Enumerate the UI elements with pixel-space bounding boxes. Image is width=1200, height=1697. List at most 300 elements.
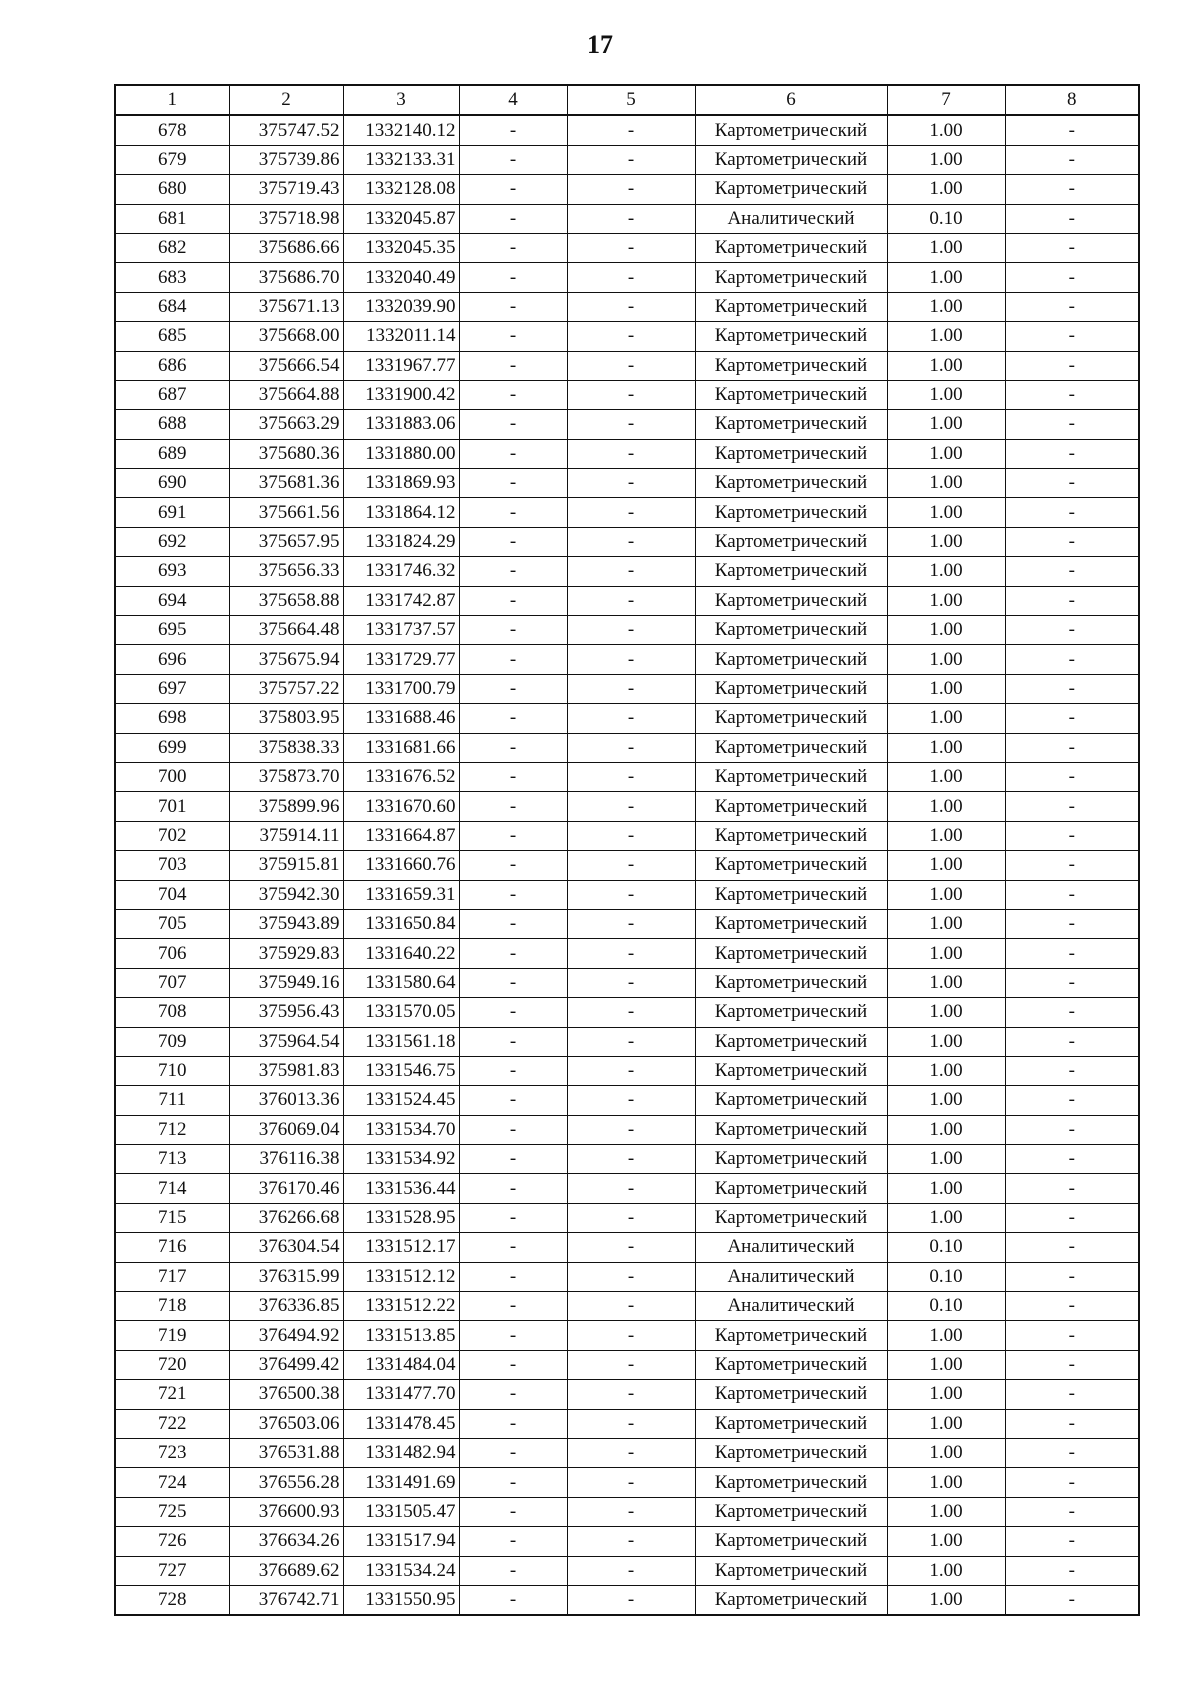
col-8-cell: - — [1005, 1409, 1139, 1438]
point-number-cell: 692 — [115, 527, 229, 556]
col-5-cell: - — [567, 880, 695, 909]
point-number-cell: 696 — [115, 645, 229, 674]
x-coordinate-cell: 375681.36 — [229, 469, 343, 498]
accuracy-cell: 1.00 — [887, 233, 1005, 262]
y-coordinate-cell: 1331512.17 — [343, 1233, 459, 1262]
col-8-cell: - — [1005, 204, 1139, 233]
accuracy-cell: 1.00 — [887, 527, 1005, 556]
table-row — [115, 1203, 1139, 1232]
method-cell: Картометрический — [695, 292, 887, 321]
col-5-cell: - — [567, 145, 695, 174]
col-5-cell: - — [567, 1438, 695, 1467]
accuracy-cell: 1.00 — [887, 322, 1005, 351]
point-number-cell: 716 — [115, 1233, 229, 1262]
point-number-cell: 681 — [115, 204, 229, 233]
col-5-cell: - — [567, 851, 695, 880]
y-coordinate-cell: 1331864.12 — [343, 498, 459, 527]
col-8-cell: - — [1005, 1115, 1139, 1144]
column-header-4: 4 — [459, 85, 567, 115]
x-coordinate-cell: 375803.95 — [229, 704, 343, 733]
method-cell: Картометрический — [695, 1527, 887, 1556]
col-8-cell: - — [1005, 233, 1139, 262]
point-number-cell: 713 — [115, 1145, 229, 1174]
col-4-cell: - — [459, 762, 567, 791]
accuracy-cell: 1.00 — [887, 175, 1005, 204]
x-coordinate-cell: 375757.22 — [229, 674, 343, 703]
column-header-1: 1 — [115, 85, 229, 115]
col-4-cell: - — [459, 322, 567, 351]
accuracy-cell: 1.00 — [887, 557, 1005, 586]
col-5-cell: - — [567, 1174, 695, 1203]
col-4-cell: - — [459, 204, 567, 233]
method-cell: Аналитический — [695, 1262, 887, 1291]
col-8-cell: - — [1005, 292, 1139, 321]
point-number-cell: 706 — [115, 939, 229, 968]
y-coordinate-cell: 1331482.94 — [343, 1438, 459, 1467]
table-header — [115, 85, 1139, 115]
method-cell: Картометрический — [695, 145, 887, 174]
y-coordinate-cell: 1331546.75 — [343, 1056, 459, 1085]
accuracy-cell: 1.00 — [887, 1585, 1005, 1615]
table-row — [115, 527, 1139, 556]
method-cell: Картометрический — [695, 527, 887, 556]
accuracy-cell: 1.00 — [887, 616, 1005, 645]
x-coordinate-cell: 375739.86 — [229, 145, 343, 174]
point-number-cell: 714 — [115, 1174, 229, 1203]
method-cell: Картометрический — [695, 762, 887, 791]
col-8-cell: - — [1005, 674, 1139, 703]
col-5-cell: - — [567, 175, 695, 204]
col-8-cell: - — [1005, 410, 1139, 439]
table-row — [115, 469, 1139, 498]
y-coordinate-cell: 1332140.12 — [343, 115, 459, 145]
point-number-cell: 693 — [115, 557, 229, 586]
method-cell: Картометрический — [695, 1321, 887, 1350]
table-row — [115, 1115, 1139, 1144]
col-8-cell: - — [1005, 498, 1139, 527]
x-coordinate-cell: 375657.95 — [229, 527, 343, 556]
accuracy-cell: 1.00 — [887, 1409, 1005, 1438]
accuracy-cell: 1.00 — [887, 851, 1005, 880]
col-4-cell: - — [459, 292, 567, 321]
col-4-cell: - — [459, 351, 567, 380]
method-cell: Картометрический — [695, 586, 887, 615]
method-cell: Картометрический — [695, 380, 887, 409]
method-cell: Картометрический — [695, 851, 887, 880]
table-row — [115, 880, 1139, 909]
method-cell: Картометрический — [695, 792, 887, 821]
col-5-cell: - — [567, 998, 695, 1027]
method-cell: Картометрический — [695, 1203, 887, 1232]
y-coordinate-cell: 1331536.44 — [343, 1174, 459, 1203]
point-number-cell: 699 — [115, 733, 229, 762]
point-number-cell: 678 — [115, 115, 229, 145]
method-cell: Картометрический — [695, 1056, 887, 1085]
accuracy-cell: 0.10 — [887, 204, 1005, 233]
col-4-cell: - — [459, 1497, 567, 1526]
col-8-cell: - — [1005, 704, 1139, 733]
y-coordinate-cell: 1331570.05 — [343, 998, 459, 1027]
y-coordinate-cell: 1331484.04 — [343, 1350, 459, 1379]
accuracy-cell: 1.00 — [887, 1203, 1005, 1232]
y-coordinate-cell: 1331512.22 — [343, 1292, 459, 1321]
col-5-cell: - — [567, 292, 695, 321]
x-coordinate-cell: 376499.42 — [229, 1350, 343, 1379]
y-coordinate-cell: 1332045.35 — [343, 233, 459, 262]
col-5-cell: - — [567, 1086, 695, 1115]
col-5-cell: - — [567, 1350, 695, 1379]
point-number-cell: 680 — [115, 175, 229, 204]
col-4-cell: - — [459, 586, 567, 615]
coordinates-table — [114, 84, 1140, 1616]
col-4-cell: - — [459, 616, 567, 645]
x-coordinate-cell: 375663.29 — [229, 410, 343, 439]
point-number-cell: 684 — [115, 292, 229, 321]
x-coordinate-cell: 375914.11 — [229, 821, 343, 850]
col-4-cell: - — [459, 1556, 567, 1585]
col-8-cell: - — [1005, 1321, 1139, 1350]
accuracy-cell: 1.00 — [887, 674, 1005, 703]
table-row — [115, 1585, 1139, 1615]
y-coordinate-cell: 1331681.66 — [343, 733, 459, 762]
accuracy-cell: 1.00 — [887, 498, 1005, 527]
table-row — [115, 1468, 1139, 1497]
y-coordinate-cell: 1331883.06 — [343, 410, 459, 439]
x-coordinate-cell: 375899.96 — [229, 792, 343, 821]
x-coordinate-cell: 375666.54 — [229, 351, 343, 380]
column-header-3: 3 — [343, 85, 459, 115]
x-coordinate-cell: 375873.70 — [229, 762, 343, 791]
table-row — [115, 204, 1139, 233]
method-cell: Картометрический — [695, 351, 887, 380]
y-coordinate-cell: 1331512.12 — [343, 1262, 459, 1291]
point-number-cell: 728 — [115, 1585, 229, 1615]
col-4-cell: - — [459, 1262, 567, 1291]
y-coordinate-cell: 1331478.45 — [343, 1409, 459, 1438]
point-number-cell: 726 — [115, 1527, 229, 1556]
col-5-cell: - — [567, 762, 695, 791]
table-row — [115, 909, 1139, 938]
table-row — [115, 557, 1139, 586]
point-number-cell: 715 — [115, 1203, 229, 1232]
table-row — [115, 322, 1139, 351]
y-coordinate-cell: 1331640.22 — [343, 939, 459, 968]
col-4-cell: - — [459, 527, 567, 556]
method-cell: Картометрический — [695, 410, 887, 439]
y-coordinate-cell: 1331528.95 — [343, 1203, 459, 1232]
method-cell: Картометрический — [695, 439, 887, 468]
point-number-cell: 691 — [115, 498, 229, 527]
table-row — [115, 821, 1139, 850]
y-coordinate-cell: 1331688.46 — [343, 704, 459, 733]
point-number-cell: 720 — [115, 1350, 229, 1379]
x-coordinate-cell: 375929.83 — [229, 939, 343, 968]
table-row — [115, 645, 1139, 674]
y-coordinate-cell: 1331670.60 — [343, 792, 459, 821]
col-4-cell: - — [459, 1174, 567, 1203]
col-8-cell: - — [1005, 968, 1139, 997]
col-5-cell: - — [567, 1585, 695, 1615]
col-8-cell: - — [1005, 1027, 1139, 1056]
column-header-5: 5 — [567, 85, 695, 115]
x-coordinate-cell: 376600.93 — [229, 1497, 343, 1526]
point-number-cell: 683 — [115, 263, 229, 292]
col-4-cell: - — [459, 968, 567, 997]
col-4-cell: - — [459, 1321, 567, 1350]
x-coordinate-cell: 376689.62 — [229, 1556, 343, 1585]
accuracy-cell: 1.00 — [887, 1468, 1005, 1497]
col-8-cell: - — [1005, 1556, 1139, 1585]
y-coordinate-cell: 1331660.76 — [343, 851, 459, 880]
x-coordinate-cell: 376503.06 — [229, 1409, 343, 1438]
point-number-cell: 694 — [115, 586, 229, 615]
x-coordinate-cell: 376170.46 — [229, 1174, 343, 1203]
x-coordinate-cell: 376336.85 — [229, 1292, 343, 1321]
accuracy-cell: 1.00 — [887, 145, 1005, 174]
point-number-cell: 689 — [115, 439, 229, 468]
method-cell: Картометрический — [695, 1585, 887, 1615]
point-number-cell: 723 — [115, 1438, 229, 1467]
col-5-cell: - — [567, 1380, 695, 1409]
method-cell: Картометрический — [695, 263, 887, 292]
y-coordinate-cell: 1331550.95 — [343, 1585, 459, 1615]
col-8-cell: - — [1005, 1203, 1139, 1232]
table-row — [115, 1174, 1139, 1203]
x-coordinate-cell: 376013.36 — [229, 1086, 343, 1115]
x-coordinate-cell: 376556.28 — [229, 1468, 343, 1497]
accuracy-cell: 0.10 — [887, 1262, 1005, 1291]
y-coordinate-cell: 1332039.90 — [343, 292, 459, 321]
table-row — [115, 233, 1139, 262]
col-4-cell: - — [459, 674, 567, 703]
accuracy-cell: 1.00 — [887, 909, 1005, 938]
accuracy-cell: 1.00 — [887, 1174, 1005, 1203]
col-5-cell: - — [567, 1056, 695, 1085]
table-row — [115, 1497, 1139, 1526]
point-number-cell: 682 — [115, 233, 229, 262]
y-coordinate-cell: 1331967.77 — [343, 351, 459, 380]
point-number-cell: 712 — [115, 1115, 229, 1144]
col-5-cell: - — [567, 1115, 695, 1144]
table-row — [115, 175, 1139, 204]
col-5-cell: - — [567, 263, 695, 292]
col-5-cell: - — [567, 968, 695, 997]
method-cell: Картометрический — [695, 175, 887, 204]
col-5-cell: - — [567, 1262, 695, 1291]
point-number-cell: 717 — [115, 1262, 229, 1291]
x-coordinate-cell: 375658.88 — [229, 586, 343, 615]
col-5-cell: - — [567, 204, 695, 233]
col-8-cell: - — [1005, 762, 1139, 791]
table-row — [115, 498, 1139, 527]
accuracy-cell: 1.00 — [887, 1556, 1005, 1585]
col-8-cell: - — [1005, 851, 1139, 880]
point-number-cell: 721 — [115, 1380, 229, 1409]
col-4-cell: - — [459, 1350, 567, 1379]
x-coordinate-cell: 375664.88 — [229, 380, 343, 409]
col-8-cell: - — [1005, 557, 1139, 586]
y-coordinate-cell: 1331659.31 — [343, 880, 459, 909]
col-4-cell: - — [459, 1292, 567, 1321]
col-8-cell: - — [1005, 1056, 1139, 1085]
point-number-cell: 686 — [115, 351, 229, 380]
point-number-cell: 722 — [115, 1409, 229, 1438]
method-cell: Картометрический — [695, 115, 887, 145]
table-row — [115, 998, 1139, 1027]
x-coordinate-cell: 375719.43 — [229, 175, 343, 204]
col-4-cell: - — [459, 1203, 567, 1232]
x-coordinate-cell: 376634.26 — [229, 1527, 343, 1556]
y-coordinate-cell: 1331580.64 — [343, 968, 459, 997]
col-4-cell: - — [459, 1027, 567, 1056]
col-5-cell: - — [567, 733, 695, 762]
accuracy-cell: 0.10 — [887, 1233, 1005, 1262]
col-5-cell: - — [567, 1409, 695, 1438]
x-coordinate-cell: 375838.33 — [229, 733, 343, 762]
col-4-cell: - — [459, 1409, 567, 1438]
accuracy-cell: 1.00 — [887, 263, 1005, 292]
col-8-cell: - — [1005, 645, 1139, 674]
accuracy-cell: 1.00 — [887, 1380, 1005, 1409]
col-5-cell: - — [567, 322, 695, 351]
y-coordinate-cell: 1331534.24 — [343, 1556, 459, 1585]
method-cell: Картометрический — [695, 1468, 887, 1497]
method-cell: Картометрический — [695, 1115, 887, 1144]
col-8-cell: - — [1005, 1086, 1139, 1115]
table-body — [115, 115, 1139, 1615]
method-cell: Картометрический — [695, 1086, 887, 1115]
y-coordinate-cell: 1331729.77 — [343, 645, 459, 674]
y-coordinate-cell: 1331491.69 — [343, 1468, 459, 1497]
col-8-cell: - — [1005, 1497, 1139, 1526]
col-4-cell: - — [459, 704, 567, 733]
point-number-cell: 704 — [115, 880, 229, 909]
table-row — [115, 1027, 1139, 1056]
table-row — [115, 939, 1139, 968]
col-8-cell: - — [1005, 616, 1139, 645]
method-cell: Картометрический — [695, 1409, 887, 1438]
col-4-cell: - — [459, 880, 567, 909]
col-5-cell: - — [567, 1027, 695, 1056]
col-8-cell: - — [1005, 527, 1139, 556]
accuracy-cell: 1.00 — [887, 586, 1005, 615]
col-5-cell: - — [567, 410, 695, 439]
table-row — [115, 1292, 1139, 1321]
col-8-cell: - — [1005, 1468, 1139, 1497]
x-coordinate-cell: 375680.36 — [229, 439, 343, 468]
method-cell: Картометрический — [695, 733, 887, 762]
col-5-cell: - — [567, 1292, 695, 1321]
col-4-cell: - — [459, 410, 567, 439]
col-4-cell: - — [459, 498, 567, 527]
method-cell: Картометрический — [695, 1380, 887, 1409]
col-4-cell: - — [459, 1380, 567, 1409]
y-coordinate-cell: 1331477.70 — [343, 1380, 459, 1409]
accuracy-cell: 1.00 — [887, 821, 1005, 850]
col-5-cell: - — [567, 527, 695, 556]
method-cell: Картометрический — [695, 233, 887, 262]
method-cell: Картометрический — [695, 1497, 887, 1526]
table-row — [115, 1556, 1139, 1585]
method-cell: Картометрический — [695, 909, 887, 938]
method-cell: Картометрический — [695, 616, 887, 645]
accuracy-cell: 0.10 — [887, 1292, 1005, 1321]
accuracy-cell: 1.00 — [887, 1145, 1005, 1174]
table-row — [115, 733, 1139, 762]
x-coordinate-cell: 376116.38 — [229, 1145, 343, 1174]
col-8-cell: - — [1005, 175, 1139, 204]
table-row — [115, 292, 1139, 321]
col-8-cell: - — [1005, 792, 1139, 821]
y-coordinate-cell: 1332011.14 — [343, 322, 459, 351]
y-coordinate-cell: 1331880.00 — [343, 439, 459, 468]
table-row — [115, 1527, 1139, 1556]
col-8-cell: - — [1005, 439, 1139, 468]
y-coordinate-cell: 1331676.52 — [343, 762, 459, 791]
col-8-cell: - — [1005, 909, 1139, 938]
table-row — [115, 762, 1139, 791]
col-8-cell: - — [1005, 821, 1139, 850]
col-4-cell: - — [459, 792, 567, 821]
col-4-cell: - — [459, 998, 567, 1027]
col-4-cell: - — [459, 733, 567, 762]
table-row — [115, 410, 1139, 439]
table-row — [115, 616, 1139, 645]
col-4-cell: - — [459, 1585, 567, 1615]
y-coordinate-cell: 1332133.31 — [343, 145, 459, 174]
col-4-cell: - — [459, 645, 567, 674]
point-number-cell: 698 — [115, 704, 229, 733]
y-coordinate-cell: 1331746.32 — [343, 557, 459, 586]
point-number-cell: 703 — [115, 851, 229, 880]
table-row — [115, 1233, 1139, 1262]
col-5-cell: - — [567, 586, 695, 615]
x-coordinate-cell: 375686.66 — [229, 233, 343, 262]
col-4-cell: - — [459, 909, 567, 938]
y-coordinate-cell: 1331513.85 — [343, 1321, 459, 1350]
method-cell: Картометрический — [695, 939, 887, 968]
point-number-cell: 700 — [115, 762, 229, 791]
accuracy-cell: 1.00 — [887, 704, 1005, 733]
point-number-cell: 705 — [115, 909, 229, 938]
table-row — [115, 1409, 1139, 1438]
method-cell: Картометрический — [695, 469, 887, 498]
col-5-cell: - — [567, 909, 695, 938]
y-coordinate-cell: 1331824.29 — [343, 527, 459, 556]
y-coordinate-cell: 1331534.70 — [343, 1115, 459, 1144]
x-coordinate-cell: 375949.16 — [229, 968, 343, 997]
accuracy-cell: 1.00 — [887, 1056, 1005, 1085]
col-8-cell: - — [1005, 1380, 1139, 1409]
col-5-cell: - — [567, 939, 695, 968]
table-row — [115, 968, 1139, 997]
accuracy-cell: 1.00 — [887, 1115, 1005, 1144]
method-cell: Аналитический — [695, 204, 887, 233]
y-coordinate-cell: 1331561.18 — [343, 1027, 459, 1056]
method-cell: Картометрический — [695, 1145, 887, 1174]
col-4-cell: - — [459, 557, 567, 586]
col-8-cell: - — [1005, 1145, 1139, 1174]
method-cell: Картометрический — [695, 498, 887, 527]
col-4-cell: - — [459, 1468, 567, 1497]
col-5-cell: - — [567, 498, 695, 527]
accuracy-cell: 1.00 — [887, 792, 1005, 821]
col-8-cell: - — [1005, 469, 1139, 498]
method-cell: Картометрический — [695, 880, 887, 909]
accuracy-cell: 1.00 — [887, 410, 1005, 439]
table-row — [115, 1321, 1139, 1350]
accuracy-cell: 1.00 — [887, 469, 1005, 498]
